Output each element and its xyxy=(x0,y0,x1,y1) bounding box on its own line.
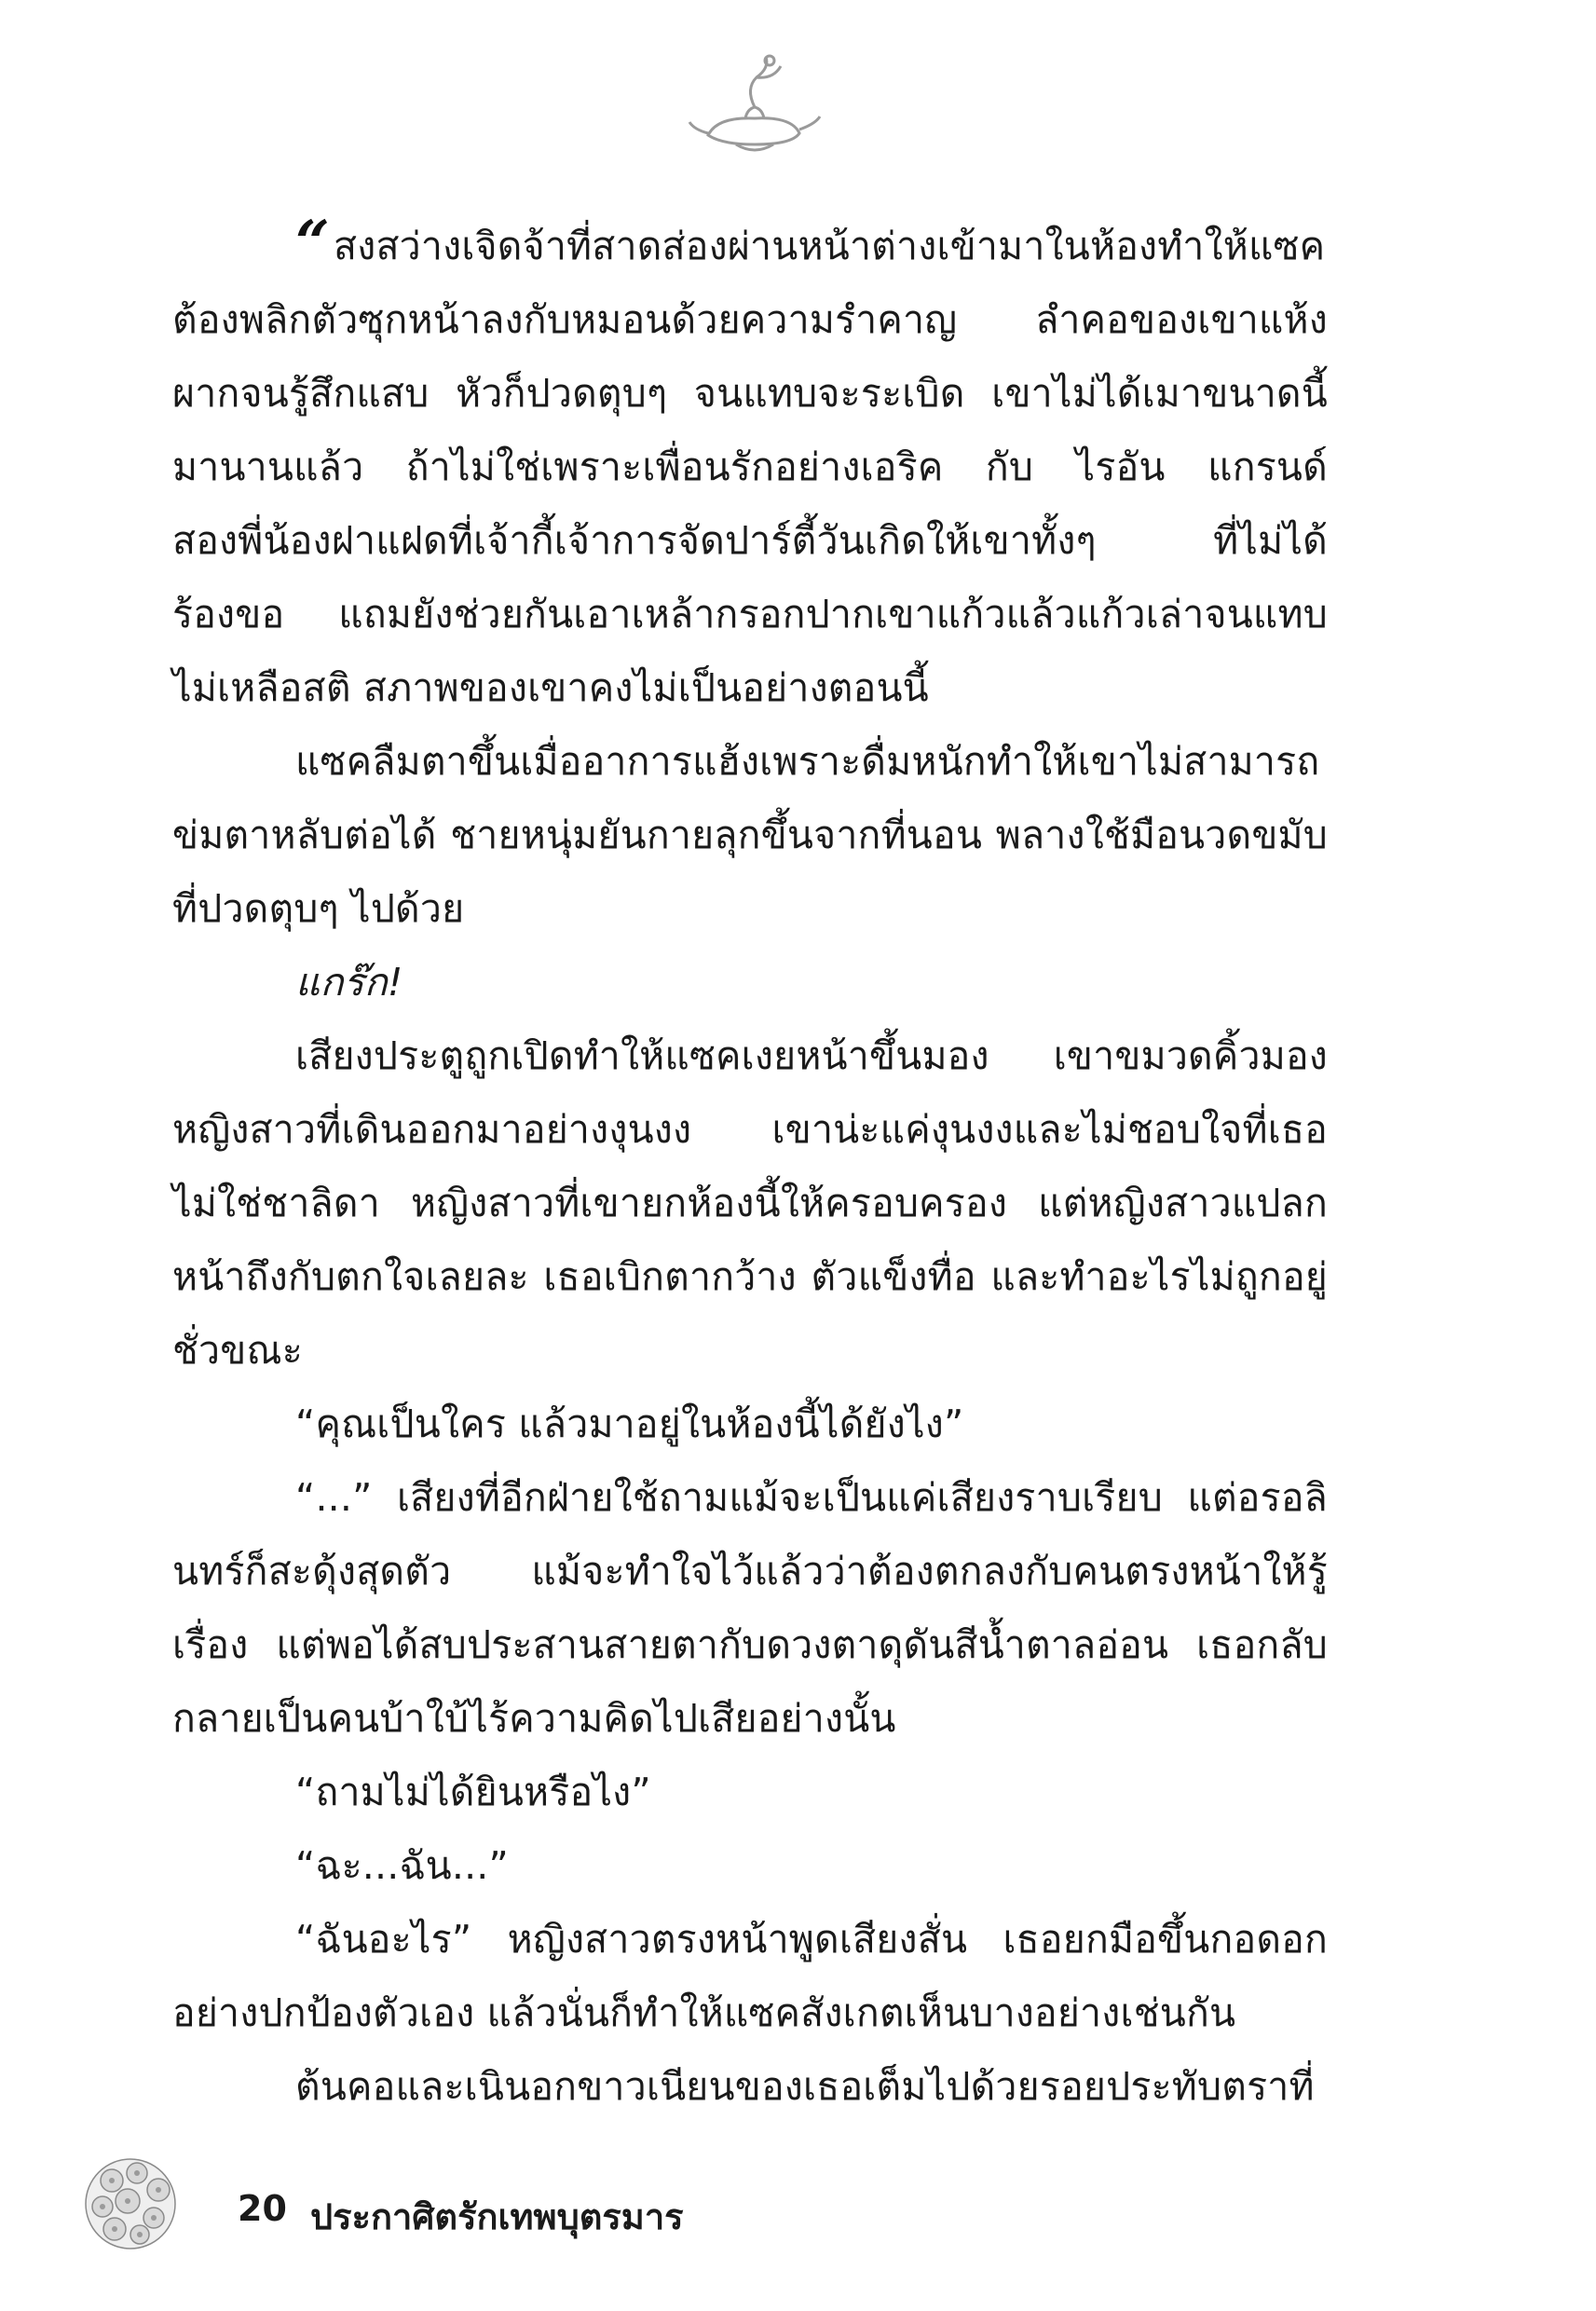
dialogue-3: “ฉะ...ฉัน...” xyxy=(295,1843,509,1888)
paragraph-6: ต้นคอและเนินอกขาวเนียนของเธอเต็มไปด้วยรอยประทับตราที่ xyxy=(295,2064,1315,2109)
paragraph-1-text: สงสว่างเจิดจ้าที่สาดส่องผ่านหน้าต่างเข้ามาในห้องทำให้แซคต้องพลิกตัวซุกหน้าลงกับหมอนด้วยความรำคาญ ลำคอของเขาแห้งผากจนรู้สึกแสบ หัวก็ปวดตุบๆ จนแทบจะระเบิด เขาไม่ได้เมาขนาดนี้มานานแล้ว ถ้าไม่ใช่เพราะเพื่อนรักอย่างเอริค กับ ไรอัน แกรนด์ สองพี่น้องฝาแฝดที่เจ้ากี้เจ้าการจัดปาร์ตี้วันเกิดให้เขาทั้งๆ ที่ไม่ได้ร้องขอ แถมยังช่วยกันเอาเหล้ากรอกปากเขาแก้วแล้วแก้วเล่าจนแทบไม่เหลือสติ สภาพของเขาคงไม่เป็นอย่างตอนนี้ xyxy=(172,224,1328,710)
book-title: ประกาศิตรักเทพบุตรมาร xyxy=(310,2196,684,2237)
opening-quote: “ xyxy=(295,208,331,278)
paragraph-1 xyxy=(172,210,1328,725)
flower-bouquet-icon xyxy=(70,2143,191,2264)
page-number: 20 xyxy=(238,2188,287,2229)
dialogue-1: “คุณเป็นใคร แล้วมาอยู่ในห้องนี้ได้ยังไง” xyxy=(295,1402,964,1446)
magic-lamp-icon xyxy=(680,51,829,163)
paragraph-2: แซคลืมตาขึ้นเมื่ออาการแฮ้งเพราะดื่มหนักทำให้เขาไม่สามารถข่มตาหลับต่อได้ ชายหนุ่มยันกายลุกขึ้นจากที่นอน พลางใช้มือนวดขมับที่ปวดตุบๆ ไปด้วย xyxy=(172,739,1328,931)
dialogue-2: “ถามไม่ได้ยินหรือไง” xyxy=(295,1770,651,1814)
paragraph-4: “...” เสียงที่อีกฝ่ายใช้ถามแม้จะเป็นแค่เสียงราบเรียบ แต่อรอลินทร์ก็สะดุ้งสุดตัว แม้จะทำใจไว้แล้วว่าต้องตกลงกับคนตรงหน้าให้รู้เรื่อง แต่พอได้สบประสานสายตากับดวงตาดุดันสีน้ำตาลอ่อน เธอกลับกลายเป็นคนบ้าใบ้ไร้ความคิดไปเสียอย่างนั้น xyxy=(172,1475,1328,1741)
sound-effect: แกร๊ก! xyxy=(295,960,403,1005)
paragraph-5: “ฉันอะไร” หญิงสาวตรงหน้าพูดเสียงสั่น เธอยกมือขึ้นกอดอกอย่างปกป้องตัวเอง แล้วนั่นก็ทำให้แซคสังเกตเห็นบางอย่างเช่นกัน xyxy=(172,1917,1328,2035)
body-text xyxy=(172,210,1328,2124)
paragraph-3: เสียงประตูถูกเปิดทำให้แซคเงยหน้าขึ้นมอง เขาขมวดคิ้วมองหญิงสาวที่เดินออกมาอย่างงุนงง เขาน่ะแค่งุนงงและไม่ชอบใจที่เธอไม่ใช่ชาลิดา หญิงสาวที่เขายกห้องนี้ให้ครอบครอง แต่หญิงสาวแปลกหน้าถึงกับตกใจเลยละ เธอเบิกตากว้าง ตัวแข็งทื่อ และทำอะไรไม่ถูกอยู่ชั่วขณะ xyxy=(172,1033,1328,1373)
page-footer xyxy=(70,2143,815,2274)
